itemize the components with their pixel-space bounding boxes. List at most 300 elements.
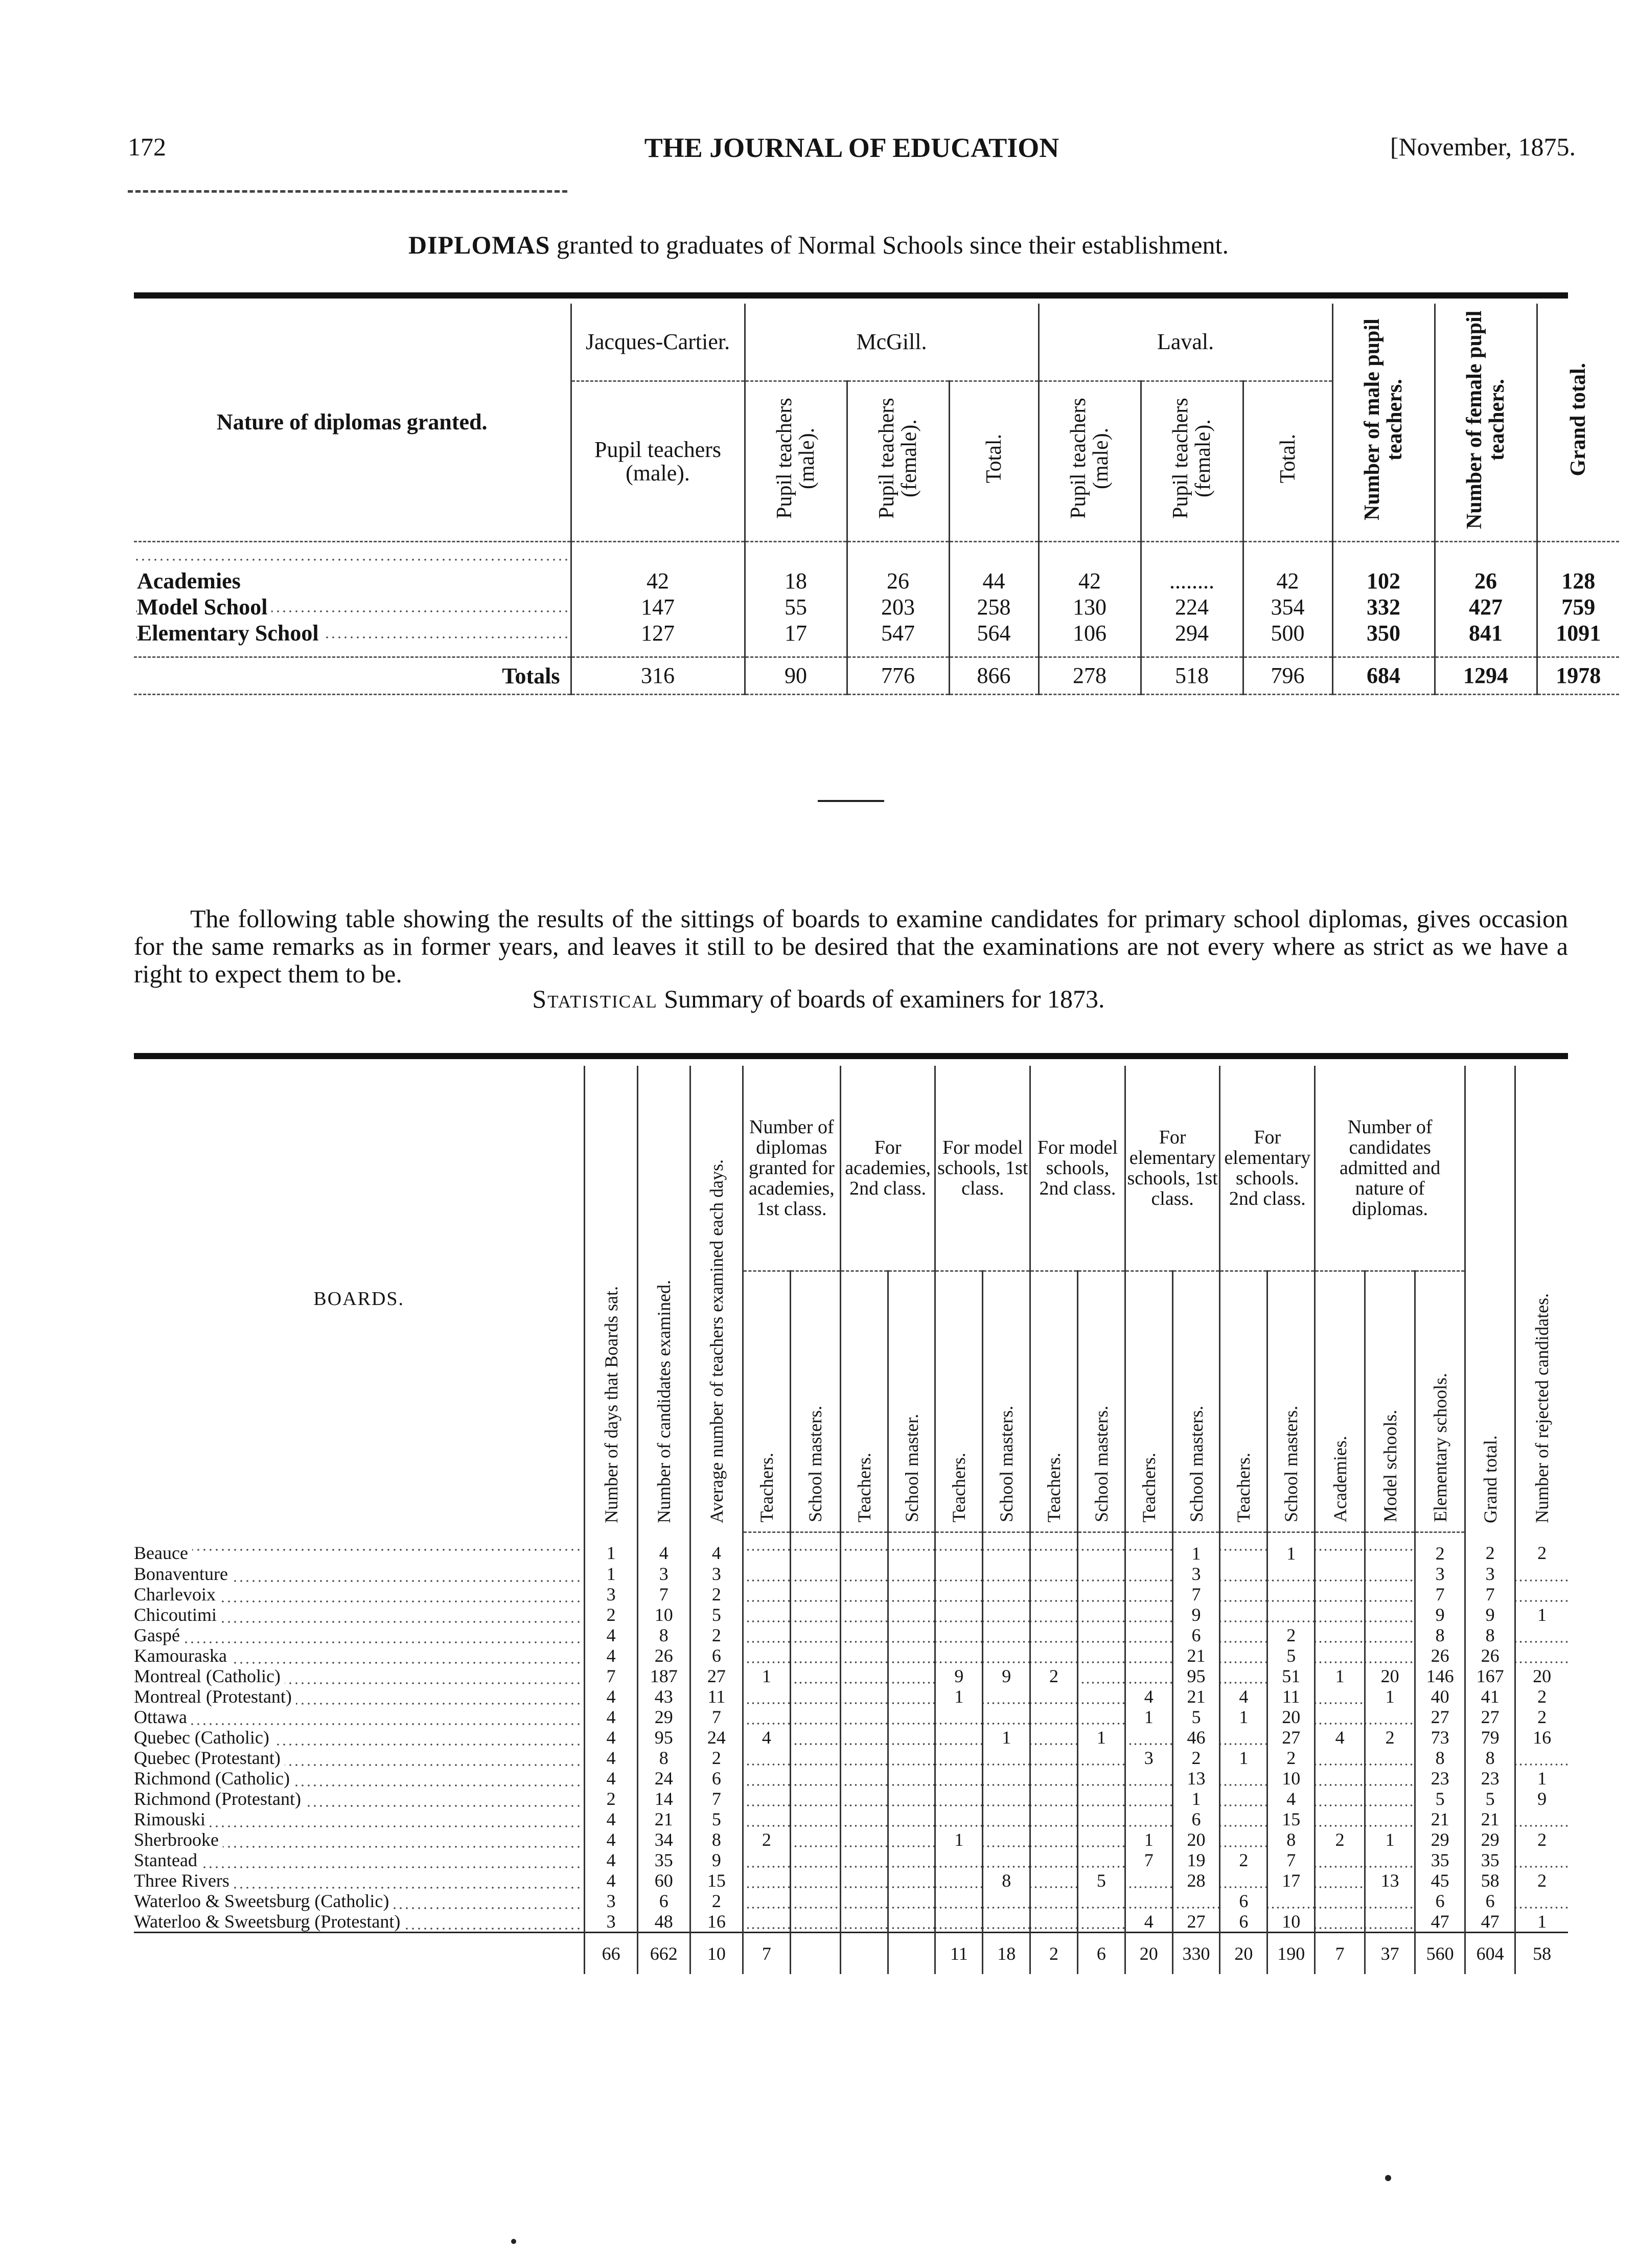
cell: 604 — [1465, 1933, 1515, 1975]
sub-school-masters: School masters. — [1267, 1271, 1315, 1532]
cell: 47 — [1465, 1911, 1515, 1933]
cell — [790, 1911, 840, 1933]
cell: 147 — [571, 594, 745, 620]
cell: 776 — [847, 657, 949, 695]
cell: 8 — [690, 1829, 743, 1850]
cell: 258 — [949, 594, 1039, 620]
issue-date: [November, 1875. — [1390, 132, 1576, 161]
cell: 16 — [690, 1911, 743, 1933]
group-elementary-2nd: For elementary schools. 2nd class. — [1220, 1066, 1315, 1271]
cell — [1077, 1789, 1125, 1809]
cell — [1030, 1809, 1078, 1829]
cell: 3 — [585, 1911, 637, 1933]
cell — [790, 1564, 840, 1584]
cell — [1315, 1707, 1365, 1727]
cell — [983, 1891, 1030, 1911]
cell — [983, 1850, 1030, 1870]
summary-caption-rest: Summary of boards of examiners for 1873. — [657, 984, 1105, 1013]
board-name: Sherbrooke — [134, 1829, 585, 1850]
cell: 4 — [585, 1850, 637, 1870]
cell — [1365, 1625, 1415, 1645]
cell: 130 — [1039, 594, 1141, 620]
diplomas-row — [134, 594, 1619, 620]
cell — [1220, 1645, 1267, 1666]
body-paragraph: The following table showing the results of the sittings of boards to examine candidates for primary school diplomas, gives occasion for the same remarks as in former years, and leaves it still to be desired that the examinations are not every where as strict as we have a right to expect them to be. — [134, 904, 1568, 988]
cell: 9 — [935, 1666, 983, 1686]
cell: 167 — [1465, 1666, 1515, 1686]
cell — [1220, 1789, 1267, 1809]
cell — [790, 1605, 840, 1625]
cell — [1030, 1686, 1078, 1707]
cell: 11 — [690, 1686, 743, 1707]
section-divider — [818, 800, 884, 802]
cell: 547 — [847, 620, 949, 646]
cell: 19 — [1172, 1850, 1220, 1870]
summary-caption-lead: Statistical — [532, 984, 658, 1013]
cell — [888, 1911, 935, 1933]
cell — [1365, 1789, 1415, 1809]
cell — [840, 1564, 888, 1584]
cell: 7 — [585, 1666, 637, 1686]
cell — [888, 1686, 935, 1707]
cell — [1365, 1584, 1415, 1605]
cell: 7 — [1267, 1850, 1315, 1870]
cell: 7 — [743, 1933, 790, 1975]
cell: 1 — [1365, 1686, 1415, 1707]
cell — [1030, 1911, 1078, 1933]
cell — [1365, 1809, 1415, 1829]
cell — [1030, 1768, 1078, 1789]
col-jc-pupil-teachers: Pupil teachers (male). — [571, 381, 745, 542]
cell — [1077, 1748, 1125, 1768]
cell — [935, 1748, 983, 1768]
board-row — [134, 1584, 1568, 1605]
cell — [1220, 1727, 1267, 1748]
cell: 20 — [1267, 1707, 1315, 1727]
cell: 9 — [1172, 1605, 1220, 1625]
cell — [983, 1707, 1030, 1727]
cell: 4 — [585, 1870, 637, 1891]
cell — [840, 1707, 888, 1727]
cell — [1125, 1564, 1172, 1584]
cell: 2 — [690, 1891, 743, 1911]
cell: 21 — [637, 1809, 690, 1829]
cell: 662 — [637, 1933, 690, 1975]
cell — [790, 1532, 840, 1564]
cell: 6 — [1220, 1891, 1267, 1911]
boards-totals-row — [134, 1933, 1568, 1975]
cell — [1125, 1727, 1172, 1748]
cell: 518 — [1141, 657, 1243, 695]
cell: 27 — [1465, 1707, 1515, 1727]
cell — [1125, 1584, 1172, 1605]
cell: 350 — [1332, 620, 1435, 646]
cell — [1515, 1645, 1568, 1666]
cell: 29 — [1415, 1829, 1465, 1850]
cell: 146 — [1415, 1666, 1465, 1686]
cell: 9 — [983, 1666, 1030, 1686]
cell: 1 — [1125, 1829, 1172, 1850]
cell — [790, 1686, 840, 1707]
cell — [1220, 1870, 1267, 1891]
board-name: Ottawa — [134, 1707, 585, 1727]
cell — [1315, 1768, 1365, 1789]
cell — [743, 1911, 790, 1933]
page-number: 172 — [128, 132, 166, 161]
cell: 35 — [1415, 1850, 1465, 1870]
cell: 51 — [1267, 1666, 1315, 1686]
cell — [790, 1870, 840, 1891]
cell — [1315, 1911, 1365, 1933]
col-mcgill-male: Pupil teachers (male). — [745, 381, 847, 542]
board-name: Gaspé — [134, 1625, 585, 1645]
cell — [1365, 1850, 1415, 1870]
cell: 2 — [1030, 1933, 1078, 1975]
cell: 60 — [637, 1870, 690, 1891]
cell: 20 — [1172, 1829, 1220, 1850]
cell: 41 — [1465, 1686, 1515, 1707]
col-grand-total: Grand total. — [1537, 304, 1619, 542]
col-mcgill-female: Pupil teachers (female). — [847, 381, 949, 542]
cell: 8 — [1267, 1829, 1315, 1850]
cell: 42 — [1243, 542, 1332, 594]
cell: 20 — [1515, 1666, 1568, 1686]
cell: 5 — [1415, 1789, 1465, 1809]
cell: 27 — [1172, 1911, 1220, 1933]
cell — [790, 1768, 840, 1789]
cell: 9 — [1515, 1789, 1568, 1809]
cell: 29 — [637, 1707, 690, 1727]
board-name: Chicoutimi — [134, 1605, 585, 1625]
cell: 1 — [1365, 1829, 1415, 1850]
cell: 1 — [935, 1686, 983, 1707]
cell — [1267, 1605, 1315, 1625]
cell: 3 — [690, 1564, 743, 1584]
board-row — [134, 1727, 1568, 1748]
cell: 21 — [1172, 1686, 1220, 1707]
cell — [1515, 1584, 1568, 1605]
cell: 8 — [1465, 1625, 1515, 1645]
cell: 1 — [1515, 1768, 1568, 1789]
cell — [888, 1666, 935, 1686]
cell: 1 — [935, 1829, 983, 1850]
cell — [790, 1850, 840, 1870]
cell — [1365, 1564, 1415, 1584]
cell: 2 — [1267, 1748, 1315, 1768]
cell: ........ — [1141, 542, 1243, 594]
diplomas-stub-heading: Nature of diplomas granted. — [134, 304, 571, 542]
board-row — [134, 1605, 1568, 1625]
cell — [790, 1891, 840, 1911]
cell — [888, 1748, 935, 1768]
totals-label — [134, 1933, 585, 1975]
cell: 2 — [585, 1605, 637, 1625]
print-speck — [511, 2239, 516, 2244]
cell: 1 — [1172, 1789, 1220, 1809]
cell: 2 — [1365, 1727, 1415, 1748]
cell: 43 — [637, 1686, 690, 1707]
cell: 14 — [637, 1789, 690, 1809]
board-name: Quebec (Protestant) — [134, 1748, 585, 1768]
cell: 79 — [1465, 1727, 1515, 1748]
board-name: Stantead — [134, 1850, 585, 1870]
boards-heading: BOARDS. — [313, 1288, 405, 1310]
col-examined: Number of candidates examined. — [637, 1066, 690, 1532]
cell — [1220, 1666, 1267, 1686]
diplomas-totals-row — [134, 657, 1619, 695]
row-label: Elementary School — [134, 620, 571, 646]
cell: 8 — [983, 1870, 1030, 1891]
cell: 95 — [1172, 1666, 1220, 1686]
cell: 7 — [1465, 1584, 1515, 1605]
cell: 8 — [1465, 1748, 1515, 1768]
cell: 90 — [745, 657, 847, 695]
cell: 4 — [585, 1829, 637, 1850]
cell: 1 — [585, 1564, 637, 1584]
cell — [935, 1768, 983, 1789]
sub-school-masters: School masters. — [1077, 1271, 1125, 1532]
cell — [790, 1789, 840, 1809]
cell — [743, 1564, 790, 1584]
cell: 8 — [637, 1748, 690, 1768]
cell: 11 — [935, 1933, 983, 1975]
board-name: Waterloo & Sweetsburg (Catholic) — [134, 1891, 585, 1911]
cell: 46 — [1172, 1727, 1220, 1748]
cell — [840, 1625, 888, 1645]
cell: 26 — [847, 542, 949, 594]
cell — [1267, 1891, 1315, 1911]
cell — [1077, 1645, 1125, 1666]
cell — [983, 1605, 1030, 1625]
cell: 3 — [1415, 1564, 1465, 1584]
cell: 2 — [585, 1789, 637, 1809]
col-laval-female: Pupil teachers (female). — [1141, 381, 1243, 542]
cell: 2 — [1465, 1532, 1515, 1564]
sub-teachers: Teachers. — [743, 1271, 790, 1532]
diplomas-row — [134, 542, 1619, 594]
cell: 4 — [743, 1727, 790, 1748]
cell: 13 — [1365, 1870, 1415, 1891]
sub-academies: Academies. — [1315, 1271, 1365, 1532]
cell: 3 — [585, 1891, 637, 1911]
cell: 55 — [745, 594, 847, 620]
cell: 564 — [949, 620, 1039, 646]
board-name: Beauce — [134, 1532, 585, 1564]
board-name: Charlevoix — [134, 1584, 585, 1605]
cell: 6 — [1465, 1891, 1515, 1911]
sub-teachers: Teachers. — [1030, 1271, 1078, 1532]
cell: 5 — [690, 1605, 743, 1625]
board-name: Quebec (Catholic) — [134, 1727, 585, 1748]
cell — [1315, 1564, 1365, 1584]
cell: 95 — [637, 1727, 690, 1748]
cell: 29 — [1465, 1829, 1515, 1850]
cell — [1315, 1532, 1365, 1564]
cell: 6 — [1172, 1625, 1220, 1645]
cell — [935, 1707, 983, 1727]
cell: 5 — [1077, 1870, 1125, 1891]
cell — [790, 1645, 840, 1666]
cell — [1125, 1809, 1172, 1829]
cell — [935, 1564, 983, 1584]
cell: 866 — [949, 657, 1039, 695]
cell — [1365, 1605, 1415, 1625]
col-female-total: Number of female pupil teachers. — [1435, 304, 1537, 542]
cell: 26 — [1465, 1645, 1515, 1666]
cell: 4 — [1267, 1789, 1315, 1809]
cell — [840, 1666, 888, 1686]
cell: 27 — [690, 1666, 743, 1686]
cell — [1315, 1605, 1365, 1625]
cell — [1077, 1707, 1125, 1727]
cell — [983, 1911, 1030, 1933]
cell: 2 — [690, 1748, 743, 1768]
cell: 8 — [1415, 1625, 1465, 1645]
cell — [1030, 1532, 1078, 1564]
cell: 5 — [690, 1809, 743, 1829]
cell: 18 — [983, 1933, 1030, 1975]
cell: 73 — [1415, 1727, 1465, 1748]
cell — [1125, 1605, 1172, 1625]
cell — [840, 1686, 888, 1707]
group-academies-1st: Number of diplomas granted for academies, 1st class. — [743, 1066, 840, 1271]
cell: 4 — [1125, 1686, 1172, 1707]
cell: 24 — [690, 1727, 743, 1748]
cell: 1978 — [1537, 657, 1619, 695]
cell — [1515, 1748, 1568, 1768]
cell — [935, 1789, 983, 1809]
cell: 4 — [1315, 1727, 1365, 1748]
board-row — [134, 1768, 1568, 1789]
cell — [935, 1870, 983, 1891]
cell: 2 — [1220, 1850, 1267, 1870]
cell: 58 — [1465, 1870, 1515, 1891]
board-name: Bonaventure — [134, 1564, 585, 1584]
cell — [935, 1809, 983, 1829]
cell: 1091 — [1537, 620, 1619, 646]
cell: 35 — [637, 1850, 690, 1870]
cell — [790, 1809, 840, 1829]
cell — [1515, 1891, 1568, 1911]
cell — [1172, 1891, 1220, 1911]
cell — [888, 1564, 935, 1584]
board-row — [134, 1748, 1568, 1768]
cell — [1220, 1829, 1267, 1850]
cell: 26 — [637, 1645, 690, 1666]
cell: 3 — [1465, 1564, 1515, 1584]
cell: 27 — [1415, 1707, 1465, 1727]
cell — [1220, 1584, 1267, 1605]
cell: 13 — [1172, 1768, 1220, 1789]
cell: 21 — [1172, 1645, 1220, 1666]
cell — [1365, 1748, 1415, 1768]
cell: 4 — [690, 1532, 743, 1564]
cell: 294 — [1141, 620, 1243, 646]
cell: 44 — [949, 542, 1039, 594]
cell: 10 — [1267, 1911, 1315, 1933]
cell: 7 — [1172, 1584, 1220, 1605]
cell: 106 — [1039, 620, 1141, 646]
cell: 6 — [1077, 1933, 1125, 1975]
cell: 2 — [743, 1829, 790, 1850]
cell: 2 — [1315, 1829, 1365, 1850]
cell — [1315, 1625, 1365, 1645]
cell: 3 — [585, 1584, 637, 1605]
cell: 2 — [1515, 1686, 1568, 1707]
cell — [888, 1584, 935, 1605]
cell — [743, 1625, 790, 1645]
cell — [1030, 1870, 1078, 1891]
cell — [888, 1625, 935, 1645]
cell: 684 — [1332, 657, 1435, 695]
boards-table — [134, 1066, 1568, 1974]
col-rejected: Number of rejected candidates. — [1515, 1066, 1568, 1532]
col-days: Number of days that Boards sat. — [585, 1066, 637, 1532]
cell — [935, 1727, 983, 1748]
cell — [935, 1891, 983, 1911]
group-elementary-1st: For elementary schools, 1st class. — [1125, 1066, 1220, 1271]
cell: 42 — [571, 542, 745, 594]
cell: 7 — [1125, 1850, 1172, 1870]
group-mcgill: McGill. — [745, 304, 1039, 381]
cell — [743, 1584, 790, 1605]
cell — [743, 1768, 790, 1789]
cell: 6 — [690, 1768, 743, 1789]
cell — [1315, 1645, 1365, 1666]
cell — [840, 1768, 888, 1789]
cell — [888, 1933, 935, 1975]
cell — [743, 1605, 790, 1625]
board-row — [134, 1532, 1568, 1564]
cell: 48 — [637, 1911, 690, 1933]
cell — [1365, 1768, 1415, 1789]
cell: 21 — [1415, 1809, 1465, 1829]
board-name: Kamouraska — [134, 1645, 585, 1666]
cell — [1220, 1532, 1267, 1564]
cell — [935, 1605, 983, 1625]
cell — [1077, 1605, 1125, 1625]
cell — [1315, 1891, 1365, 1911]
cell — [790, 1707, 840, 1727]
cell: 2 — [1415, 1532, 1465, 1564]
cell: 332 — [1332, 594, 1435, 620]
cell — [1315, 1789, 1365, 1809]
cell — [840, 1605, 888, 1625]
cell: 16 — [1515, 1727, 1568, 1748]
board-row — [134, 1891, 1568, 1911]
cell — [790, 1666, 840, 1686]
cell: 6 — [637, 1891, 690, 1911]
board-row — [134, 1645, 1568, 1666]
cell — [935, 1584, 983, 1605]
cell: 24 — [637, 1768, 690, 1789]
cell: 6 — [1415, 1891, 1465, 1911]
col-male-total: Number of male pupil teachers. — [1332, 304, 1435, 542]
cell: 4 — [585, 1768, 637, 1789]
cell — [840, 1645, 888, 1666]
cell — [743, 1707, 790, 1727]
cell — [1030, 1584, 1078, 1605]
cell — [743, 1850, 790, 1870]
cell — [1315, 1748, 1365, 1768]
cell: 4 — [1125, 1911, 1172, 1933]
cell — [790, 1748, 840, 1768]
cell — [983, 1809, 1030, 1829]
cell — [888, 1605, 935, 1625]
cell: 3 — [637, 1564, 690, 1584]
cell: 560 — [1415, 1933, 1465, 1975]
board-name: Waterloo & Sweetsburg (Protestant) — [134, 1911, 585, 1933]
